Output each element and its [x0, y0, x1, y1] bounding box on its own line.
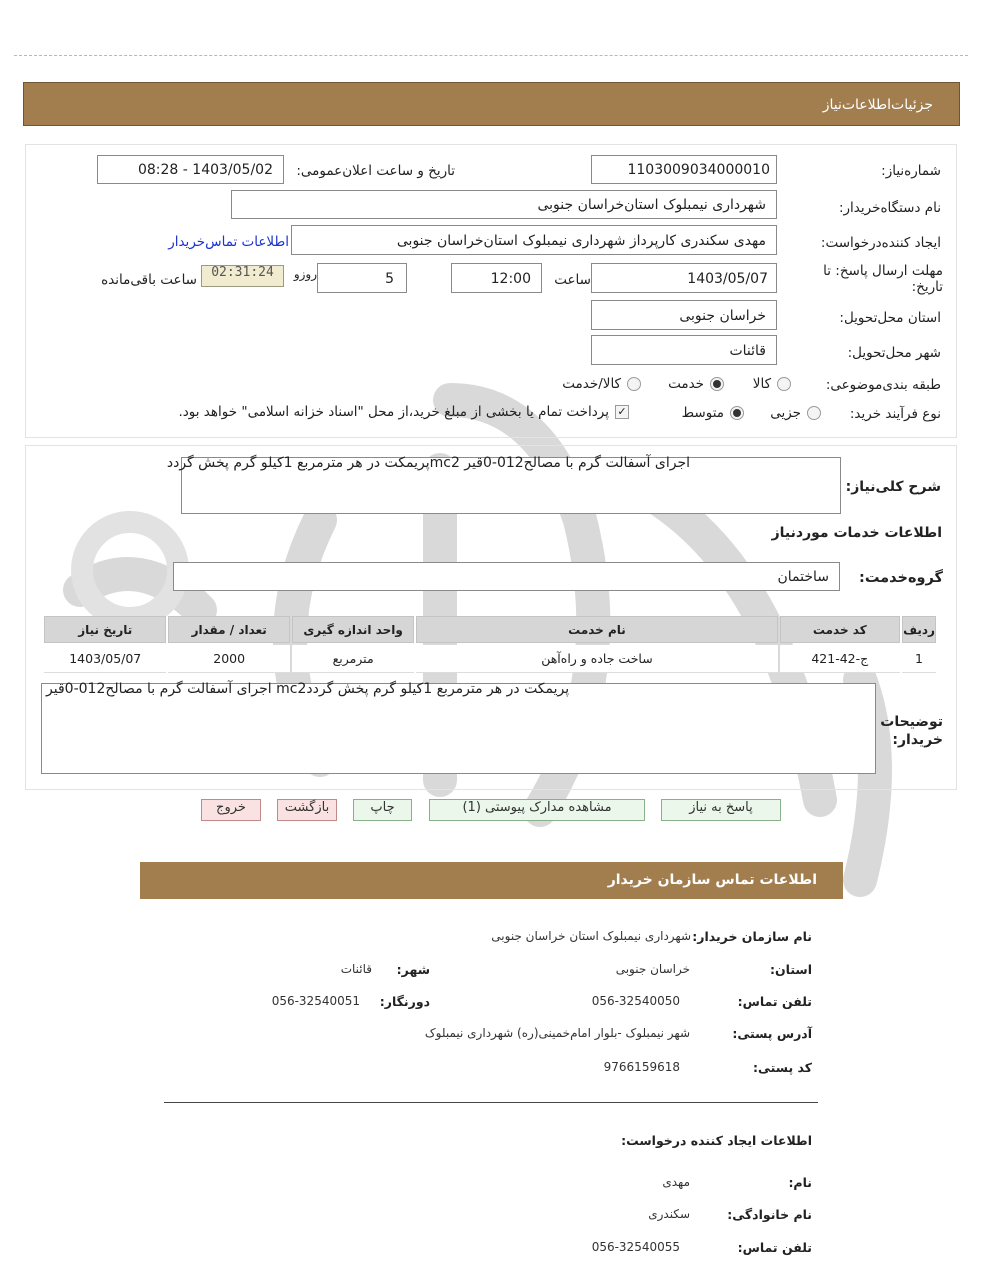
cell-name: ساخت جاده و راه‌آهن [416, 645, 777, 673]
deadline-time-field: 12:00 [451, 263, 542, 293]
days-field: 5 [317, 263, 407, 293]
services-table-wrap [42, 614, 938, 675]
deadline-label: مهلت ارسال پاسخ: تا تاریخ: [823, 263, 943, 295]
contact-address-value: شهر نیمبلوک -بلوار امام‌خمینی(ره) شهرداری نیمبلوک [424, 1026, 690, 1040]
requester-family-value: سکندری [648, 1207, 690, 1221]
radio-goods[interactable] [777, 377, 791, 391]
payment-checkbox[interactable]: ✓ [615, 405, 629, 419]
days-label: روزو [293, 267, 317, 281]
payment-option[interactable]: ✓ پرداخت تمام یا بخشی از مبلغ خرید،از محل "اسناد خزانه اسلامی" خواهد بود. [178, 404, 629, 420]
radio-medium[interactable] [730, 406, 744, 420]
cell-row: 1 [902, 645, 936, 673]
service-group-label: گروه‌خدمت: [859, 570, 943, 586]
contact-province-value: خراسان جنوبی [615, 962, 690, 976]
contact-city-label: شهر: [396, 962, 430, 977]
requester-name-label: نام: [788, 1175, 812, 1190]
contact-postal-value: 9766159618 [603, 1060, 680, 1074]
announce-field: 1403/05/02 - 08:28 [97, 155, 284, 184]
contact-fax-value: 056-32540051 [271, 994, 360, 1008]
contact-fax-label: دورنگار: [379, 994, 430, 1009]
contact-divider [164, 1102, 818, 1103]
requester-phone-value: 056-32540055 [591, 1240, 680, 1254]
announce-label: تاریخ و ساعت اعلان‌عمومی: [296, 163, 455, 179]
col-qty: تعداد / مقدار [168, 616, 289, 643]
summary-textarea[interactable]: اجرای آسفالت گرم با مصالح012-0قیر mc2پریمکت در هر مترمربع 1کیلو گرم پخش گردد [181, 457, 841, 514]
exit-button[interactable]: خروج [201, 799, 261, 821]
buyer-contact-link[interactable]: اطلاعات تماس‌خریدار [168, 234, 289, 250]
buyer-org-field: شهرداری نیمبلوک استان‌خراسان جنوبی [231, 190, 777, 219]
service-group-field: ساختمان [173, 562, 840, 591]
services-title: اطلاعات خدمات موردنیاز [771, 525, 942, 541]
table-row [44, 645, 936, 673]
reply-button[interactable]: پاسخ به نیاز [661, 799, 781, 821]
process-option-medium[interactable]: متوسط [682, 405, 744, 421]
col-code: کد خدمت [780, 616, 900, 643]
print-button[interactable]: چاپ [353, 799, 412, 821]
requester-phone-label: تلفن تماس: [737, 1240, 812, 1255]
radio-goods-service[interactable] [627, 377, 641, 391]
attachments-button[interactable]: مشاهده مدارک پیوستی (1) [429, 799, 645, 821]
col-date: تاریخ نیاز [44, 616, 166, 643]
creator-field: مهدی سکندری کارپرداز شهرداری نیمبلوک استان‌خراسان جنوبی [291, 225, 777, 255]
province-label: استان محل‌تحویل: [839, 310, 941, 326]
radio-service[interactable] [710, 377, 724, 391]
time-label: ساعت [554, 272, 591, 288]
contact-org-value: شهرداری نیمبلوک استان خراسان جنوبی [491, 929, 691, 943]
contact-title-bar [140, 862, 843, 899]
cell-qty: 2000 [168, 645, 289, 673]
city-label: شهر محل‌تحویل: [847, 345, 941, 361]
process-label: نوع فرآیند خرید: [849, 406, 941, 422]
contact-org-label: نام سازمان خریدار: [692, 929, 812, 944]
col-unit: واحد اندازه گیری [292, 616, 414, 643]
need-number-field: 1103009034000010 [591, 155, 777, 184]
contact-city-value: قائنات [340, 962, 372, 976]
contact-phone-label: تلفن تماس: [737, 994, 812, 1009]
contact-address-label: آدرس پستی: [732, 1026, 812, 1041]
category-option-goods-service[interactable]: کالا/خدمت [562, 376, 641, 392]
remaining-timer: 02:31:24 [201, 265, 284, 287]
summary-label: شرح کلی‌نیاز: [845, 479, 941, 495]
page-title: جزئیات‌اطلاعات‌نیاز [822, 97, 933, 113]
services-table-header [44, 616, 936, 643]
radio-minor[interactable] [807, 406, 821, 420]
page-title-bar [23, 82, 960, 126]
requester-name-value: مهدی [662, 1175, 690, 1189]
buyer-notes-label: توضیحات خریدار: [880, 714, 943, 748]
cell-unit: مترمربع [292, 645, 414, 673]
contact-title: اطلاعات تماس سازمان خریدار [607, 872, 817, 888]
category-option-goods[interactable]: کالا [753, 376, 791, 392]
contact-postal-label: کد پستی: [752, 1060, 812, 1075]
requester-family-label: نام خانوادگی: [727, 1207, 812, 1222]
buyer-notes-textarea[interactable]: پریمکت در هر مترمربع 1کیلو گرم پخش گرددmc2 اجرای آسفالت گرم با مصالح012-0قیر [41, 683, 876, 774]
services-table [42, 614, 938, 675]
process-option-minor[interactable]: جزیی [770, 405, 821, 421]
province-field: خراسان جنوبی [591, 300, 777, 330]
contact-phone-value: 056-32540050 [591, 994, 680, 1008]
creator-label: ایجاد کننده‌درخواست: [820, 235, 941, 251]
category-label: طبقه بندی‌موضوعی: [825, 377, 941, 393]
cell-date: 1403/05/07 [44, 645, 166, 673]
city-field: قائنات [591, 335, 777, 365]
back-button[interactable]: بازگشت [277, 799, 337, 821]
buyer-org-label: نام دستگاه‌خریدار: [838, 200, 941, 216]
category-option-service[interactable]: خدمت [668, 376, 724, 392]
contact-province-label: استان: [769, 962, 812, 977]
deadline-date-field: 1403/05/07 [591, 263, 777, 293]
col-row: ردیف [902, 616, 936, 643]
cell-code: ج-42-421 [780, 645, 900, 673]
need-number-label: شماره‌نیاز: [881, 163, 941, 179]
remaining-label: ساعت باقی‌مانده [101, 272, 197, 288]
col-name: نام خدمت [416, 616, 777, 643]
requester-title: اطلاعات ایجاد کننده درخواست: [621, 1133, 812, 1148]
top-divider [14, 55, 968, 56]
